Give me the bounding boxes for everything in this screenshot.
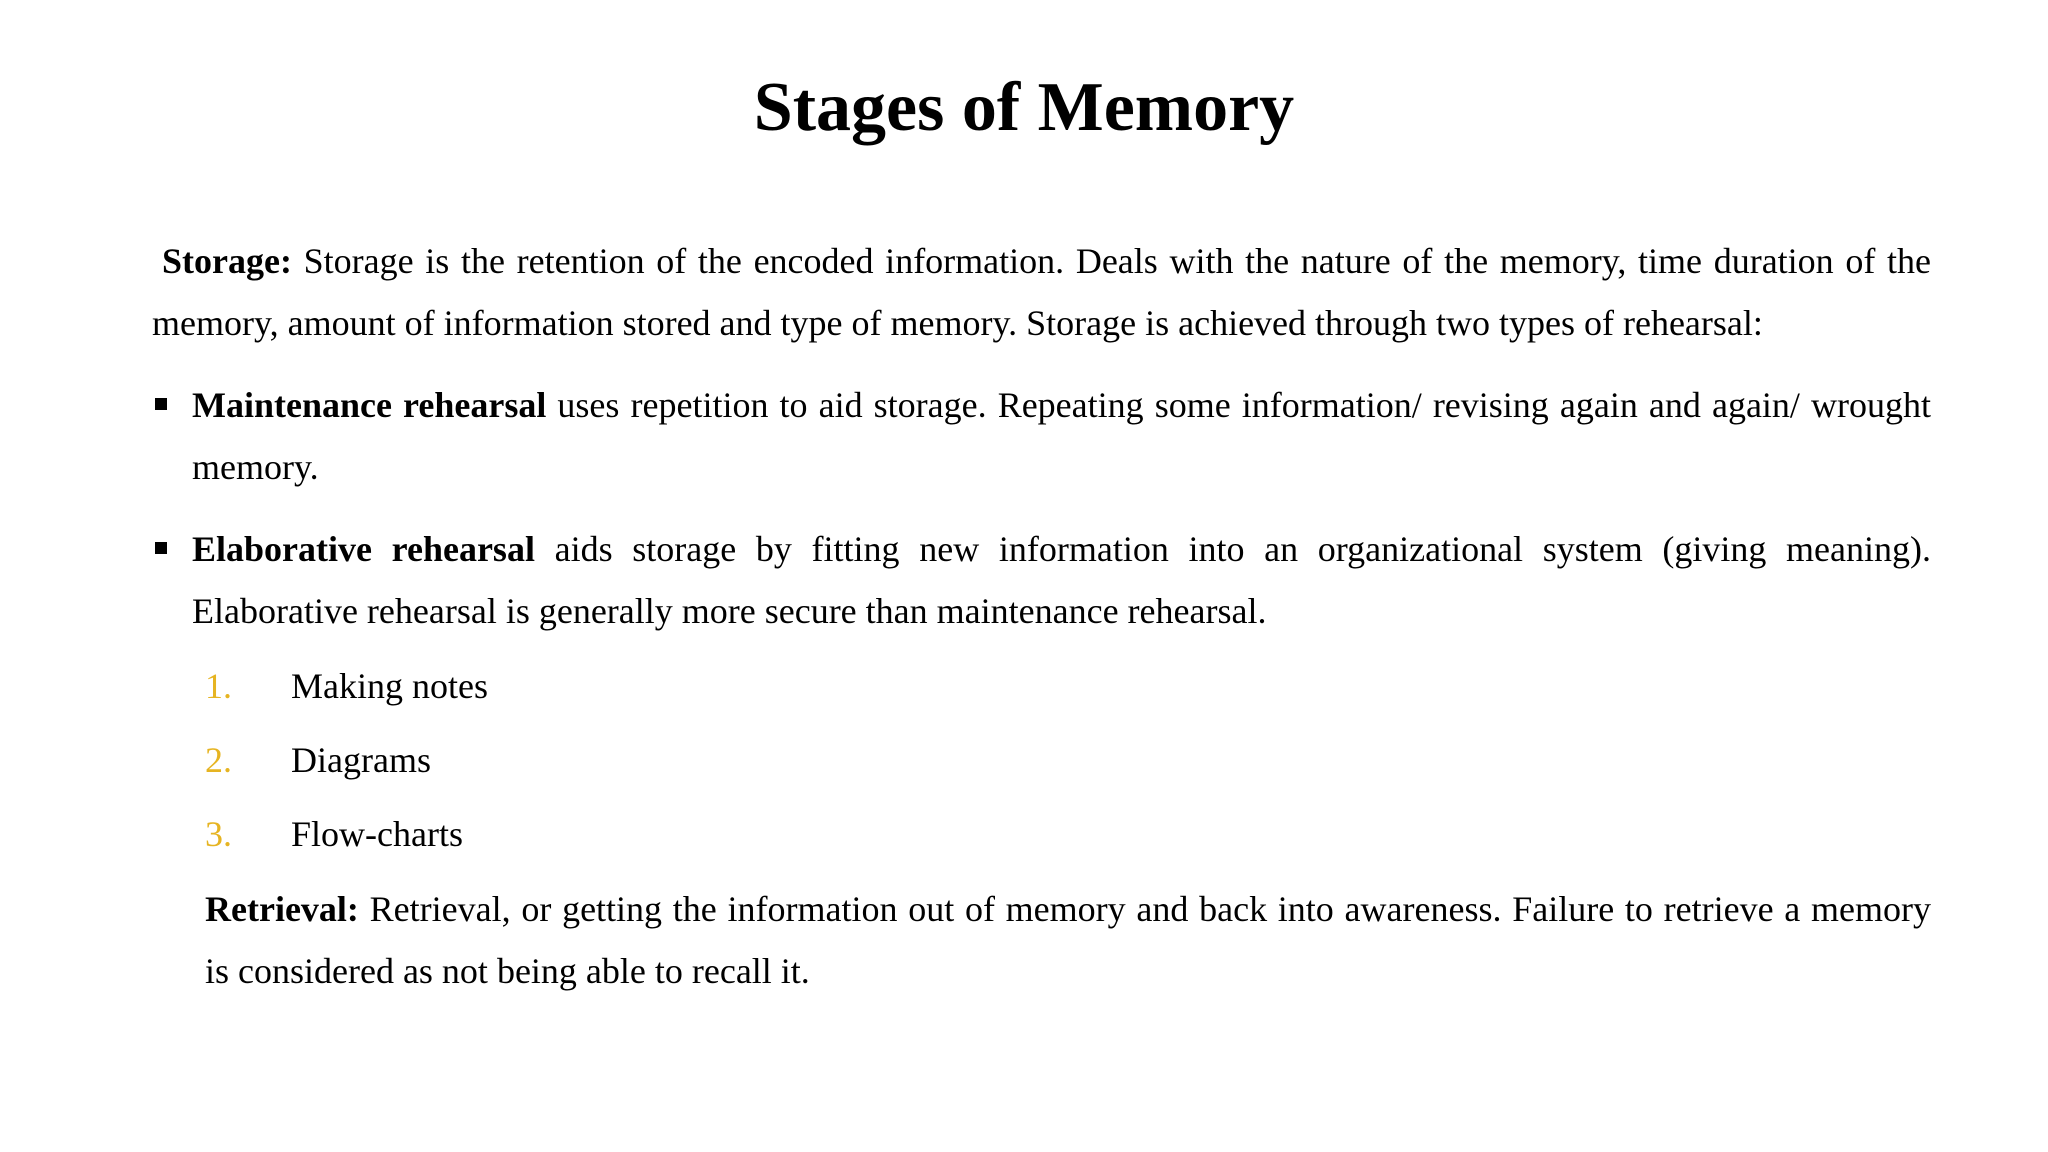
list-item-text: Making notes bbox=[291, 666, 488, 706]
slide-title: Stages of Memory bbox=[753, 69, 1295, 146]
retrieval-label: Retrieval: bbox=[205, 889, 359, 929]
bullet-text bbox=[192, 374, 1931, 498]
retrieval-text: Retrieval, or getting the information out of memory and back into awareness. Failure to retrieve a memory is considered as not being able to recall it. bbox=[205, 889, 1931, 991]
storage-paragraph bbox=[152, 230, 1931, 354]
list-item-text: Flow-charts bbox=[291, 814, 463, 854]
storage-text: Storage is the retention of the encoded information. Deals with the nature of the memory, time duration of the memory, amount of information stored and type of memory. Storage is achieved through two types of rehearsal: bbox=[152, 241, 1931, 343]
bullet-term: Maintenance rehearsal bbox=[192, 385, 547, 425]
square-bullet-icon bbox=[155, 542, 167, 554]
storage-label: Storage: bbox=[162, 241, 292, 281]
list-number: 1. bbox=[205, 666, 232, 706]
bullet-description: uses repetition to aid storage. Repeating some information/ revising again and again/ wrought memory. bbox=[192, 385, 1931, 487]
list-item-text: Diagrams bbox=[291, 740, 431, 780]
bullet-description: aids storage by fitting new information into an organizational system (giving meaning). Elaborative rehearsal is generally more secure than maintenance rehearsal. bbox=[192, 529, 1931, 631]
bullet-text bbox=[192, 518, 1931, 642]
retrieval-paragraph bbox=[205, 878, 1931, 1002]
list-number: 3. bbox=[205, 814, 232, 854]
square-bullet-icon bbox=[155, 398, 167, 410]
list-number: 2. bbox=[205, 740, 232, 780]
bullet-term: Elaborative rehearsal bbox=[192, 529, 535, 569]
